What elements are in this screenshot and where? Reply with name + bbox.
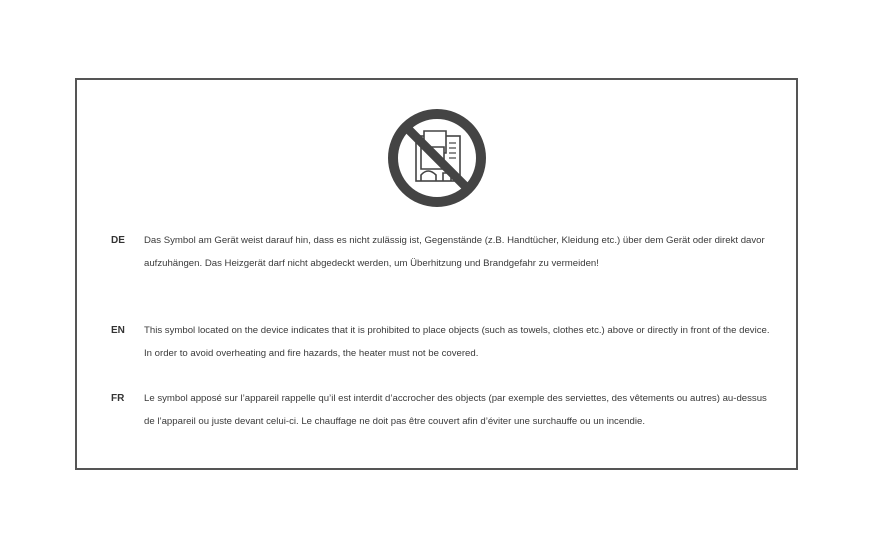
notice-en (111, 320, 771, 365)
notice-text-en: This symbol located on the device indicates that it is prohibited to place objects (such as towels, clothes etc.) above or directly in front of the device. In order to avoid overheating and fire hazards, the heater must not be covered. (144, 325, 770, 359)
notice-text-fr: Le symbol apposé sur l’appareil rappelle qu’il est interdit d’accrocher des objects (par exemple des serviettes, des vêtements ou autres) au-dessus de l’appareil ou juste devant celui-ci. Le chauffage ne doit pas être couvert afin d’éviter une surchauffe ou un incendie. (144, 393, 767, 427)
warning-panel (75, 78, 798, 470)
language-code-fr: FR (111, 393, 125, 404)
no-hanging-objects-icon (386, 107, 488, 209)
language-code-en: EN (111, 325, 125, 336)
notice-de (111, 230, 771, 275)
notice-fr (111, 388, 771, 433)
language-code-de: DE (111, 235, 125, 246)
notice-text-de: Das Symbol am Gerät weist darauf hin, dass es nicht zulässig ist, Gegenstände (z.B. Handtücher, Kleidung etc.) über dem Gerät oder direkt davor aufzuhängen. Das Heizgerät darf nicht abgedeckt werden, um Überhitzung und Brandgefahr zu vermeiden! (144, 235, 765, 269)
